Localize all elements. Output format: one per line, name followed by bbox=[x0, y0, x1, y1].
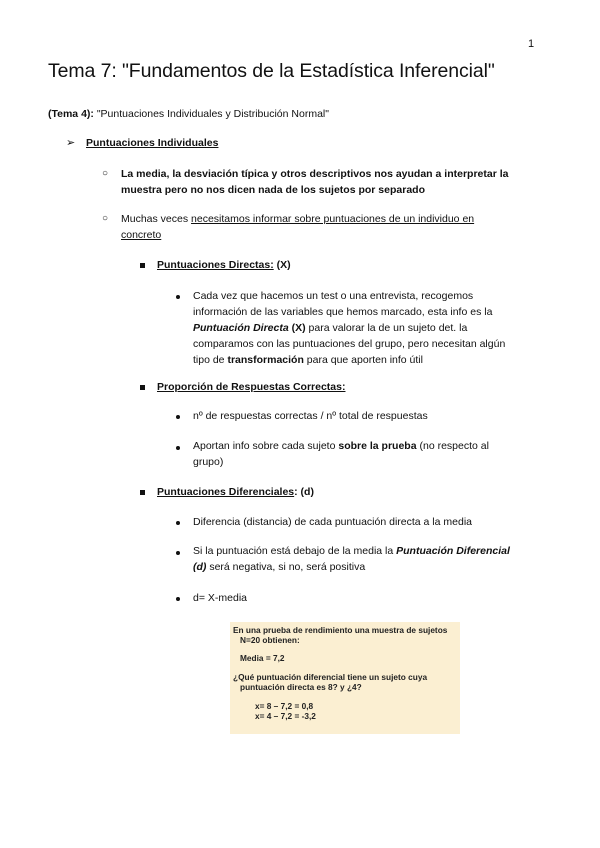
correct-answers-formula: nº de respuestas correctas / nº total de respuestas bbox=[193, 410, 428, 422]
hollow-circle-bullet-icon: ○ bbox=[102, 213, 109, 224]
section-heading: Puntuaciones Individuales bbox=[86, 137, 219, 149]
disc-bullet-icon bbox=[176, 446, 180, 450]
square-bullet-icon bbox=[140, 385, 145, 390]
page-number: 1 bbox=[528, 38, 535, 50]
subtitle-text: "Puntuaciones Individuales y Distribución Normal" bbox=[93, 108, 329, 120]
disc-bullet-icon bbox=[176, 415, 180, 419]
example-line: En una prueba de rendimiento una muestra de sujetos bbox=[233, 625, 448, 635]
worked-example-box bbox=[230, 622, 460, 734]
page-title: Tema 7: "Fundamentos de la Estadística Inferencial" bbox=[48, 60, 495, 82]
hollow-circle-bullet-icon: ○ bbox=[102, 168, 109, 179]
differential-definition: Diferencia (distancia) de cada puntuación directa a la media bbox=[193, 516, 472, 528]
disc-bullet-icon bbox=[176, 597, 180, 601]
subtitle bbox=[48, 108, 329, 120]
direct-scores-heading: Puntuaciones Directas: (X) bbox=[157, 259, 291, 271]
descriptives-note: La media, la desviación típica y otros descriptivos nos ayudan a interpretar la muestra pero no nos dicen nada de los sujetos por separado bbox=[121, 168, 509, 196]
differential-sign-note: Si la puntuación está debajo de la media la Puntuación Diferencial (d) será negativa, si no, será positiva bbox=[193, 545, 510, 573]
example-line: x= 8 – 7,2 = 0,8 bbox=[255, 701, 314, 711]
correct-answers-info: Aportan info sobre cada sujeto sobre la prueba (no respecto al grupo) bbox=[193, 440, 489, 468]
differential-scores-heading: Puntuaciones Diferenciales: (d) bbox=[157, 486, 314, 498]
example-line: puntuación directa es 8? y ¿4? bbox=[240, 682, 362, 692]
arrow-bullet-icon: ➢ bbox=[66, 137, 76, 149]
square-bullet-icon bbox=[140, 263, 145, 268]
direct-scores-text: Cada vez que hacemos un test o una entrevista, recogemos información de las variables que hemos marcado, esta info es la Puntuación Directa (X) para valorar la de un sujeto det. la comparamos con las puntuaciones del grupo, pero necesitan algún tipo de transformación para que aporten info útil bbox=[193, 290, 506, 366]
disc-bullet-icon bbox=[176, 295, 180, 299]
individual-scores-note: Muchas veces necesitamos informar sobre puntuaciones de un individuo en concreto bbox=[121, 213, 475, 241]
disc-bullet-icon bbox=[176, 521, 180, 525]
subtitle-bold: (Tema 4): bbox=[48, 108, 94, 120]
disc-bullet-icon bbox=[176, 551, 180, 555]
correct-answers-heading: Proporción de Respuestas Correctas: bbox=[157, 381, 346, 393]
square-bullet-icon bbox=[140, 490, 145, 495]
differential-formula: d= X-media bbox=[193, 592, 247, 604]
example-line: ¿Qué puntuación diferencial tiene un sujeto cuya bbox=[233, 672, 428, 682]
example-line: Media = 7,2 bbox=[240, 653, 285, 663]
example-line: x= 4 – 7,2 = -3,2 bbox=[255, 711, 316, 721]
example-line: N=20 obtienen: bbox=[240, 635, 300, 645]
